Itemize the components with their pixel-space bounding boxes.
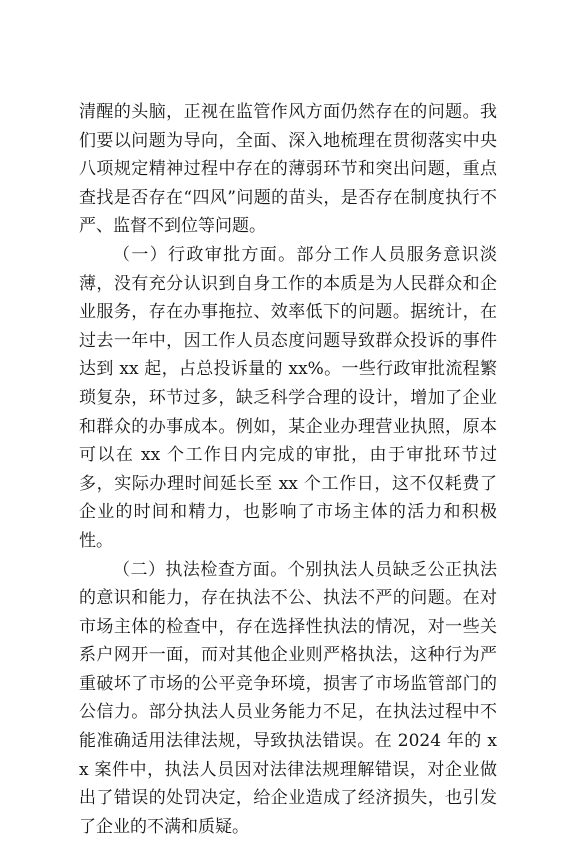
paragraph-administrative-approval: （一）行政审批方面。部分工作人员服务意识淡薄，没有充分认识到自身工作的本质是为人民群众和企业服务，存在办事拖拉、效率低下的问题。据统计，在过去一年中，因工作人员态度问题导致群众投诉的事件达到 xx 起，占总投诉量的 xx%。一些行政审批流程繁琐复杂，环节过多，缺乏科学合理的设计，增加了企业和群众的办事成本。例如，某企业办理营业执照，原本可以在 xx 个工作日内完成的审批，由于审批环节过多，实际办理时间延长至 xx 个工作日，这不仅耗费了企业的时间和精力，也影响了市场主体的活力和积极性。	[79, 241, 497, 556]
paragraph-continuation: 清醒的头脑，正视在监管作风方面仍然存在的问题。我们要以问题为导向，全面、深入地梳理在贯彻落实中央八项规定精神过程中存在的薄弱环节和突出问题，重点查找是否存在“四风”问题的苗头，是否存在制度执行不严、监督不到位等问题。	[79, 98, 497, 241]
document-body	[79, 98, 497, 841]
paragraph-law-enforcement: （二）执法检查方面。个别执法人员缺乏公正执法的意识和能力，存在执法不公、执法不严的问题。在对市场主体的检查中，存在选择性执法的情况，对一些关系户网开一面，而对其他企业则严格执法，这种行为严重破坏了市场的公平竞争环境，损害了市场监管部门的公信力。部分执法人员业务能力不足，在执法过程中不能准确适用法律法规，导致执法错误。在 2024 年的 xx 案件中，执法人员因对法律法规理解错误，对企业做出了错误的处罚决定，给企业造成了经济损失，也引发了企业的不满和质疑。	[79, 556, 497, 841]
